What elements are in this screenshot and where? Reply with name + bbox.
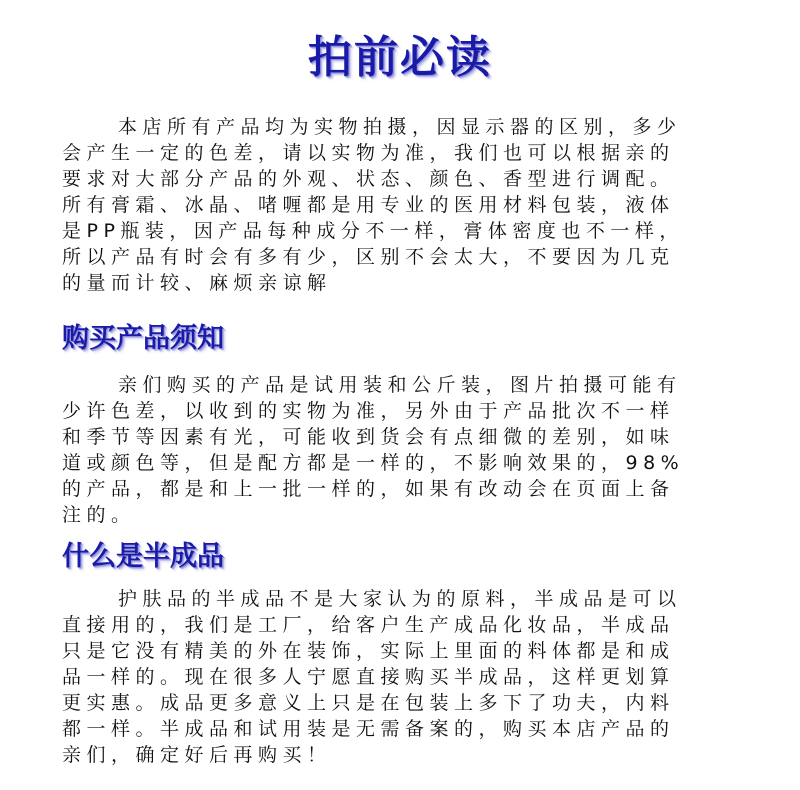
- paragraph-line: 和季节等因素有光，可能收到货会有点细微的差别，如味: [62, 426, 675, 448]
- purchase-notice-paragraph: [62, 372, 734, 528]
- intro-paragraph: [62, 114, 734, 296]
- intro-line: 是PP瓶装，因产品每种成分不一样，膏体密度也不一样，: [62, 220, 684, 242]
- paragraph-line: 都一样。半成品和试用装是无需备案的，购买本店产品的: [62, 718, 675, 740]
- paragraph-line: 只是它没有精美的外在装饰，实际上里面的料体都是和成: [62, 640, 675, 662]
- paragraph-line: 直接用的，我们是工厂，给客户生产成品化妆品，半成品: [62, 614, 675, 636]
- paragraph-line: 的产品，都是和上一批一样的，如果有改动会在页面上备: [62, 478, 675, 500]
- intro-line: 会产生一定的色差，请以实物为准，我们也可以根据亲的: [62, 142, 675, 164]
- intro-line: 所以产品有时会有多有少，区别不会太大，不要因为几克: [62, 246, 675, 268]
- paragraph-line: 护肤品的半成品不是大家认为的原料，半成品是可以: [118, 588, 682, 610]
- semi-finished-paragraph: [62, 586, 734, 768]
- intro-line: 的量而计较、麻烦亲谅解: [62, 272, 332, 294]
- intro-line: 所有膏霜、冰晶、啫喱都是用专业的医用材料包装，液体: [62, 194, 675, 216]
- paragraph-line: 亲们，确定好后再购买！: [62, 744, 332, 766]
- section-title-semi-finished: 什么是半成品: [62, 541, 224, 572]
- paragraph-line: 少许色差，以收到的实物为准，另外由于产品批次不一样: [62, 400, 675, 422]
- paragraph-line: 更实惠。成品更多意义上只是在包装上多下了功夫，内料: [62, 692, 675, 714]
- paragraph-line: 注的。: [62, 504, 136, 526]
- paragraph-line: 品一样的。现在很多人宁愿直接购买半成品，这样更划算: [62, 666, 675, 688]
- paragraph-line: 道或颜色等，但是配方都是一样的，不影响效果的，98%: [62, 452, 685, 474]
- section-title-purchase-notice: 购买产品须知: [62, 323, 224, 354]
- intro-line: 本店所有产品均为实物拍摄，因显示器的区别，多少: [118, 116, 682, 138]
- intro-line: 要求对大部分产品的外观、状态、颜色、香型进行调配。: [62, 168, 675, 190]
- page-title: 拍前必读: [308, 32, 492, 83]
- paragraph-line: 亲们购买的产品是试用装和公斤装，图片拍摄可能有: [118, 374, 682, 396]
